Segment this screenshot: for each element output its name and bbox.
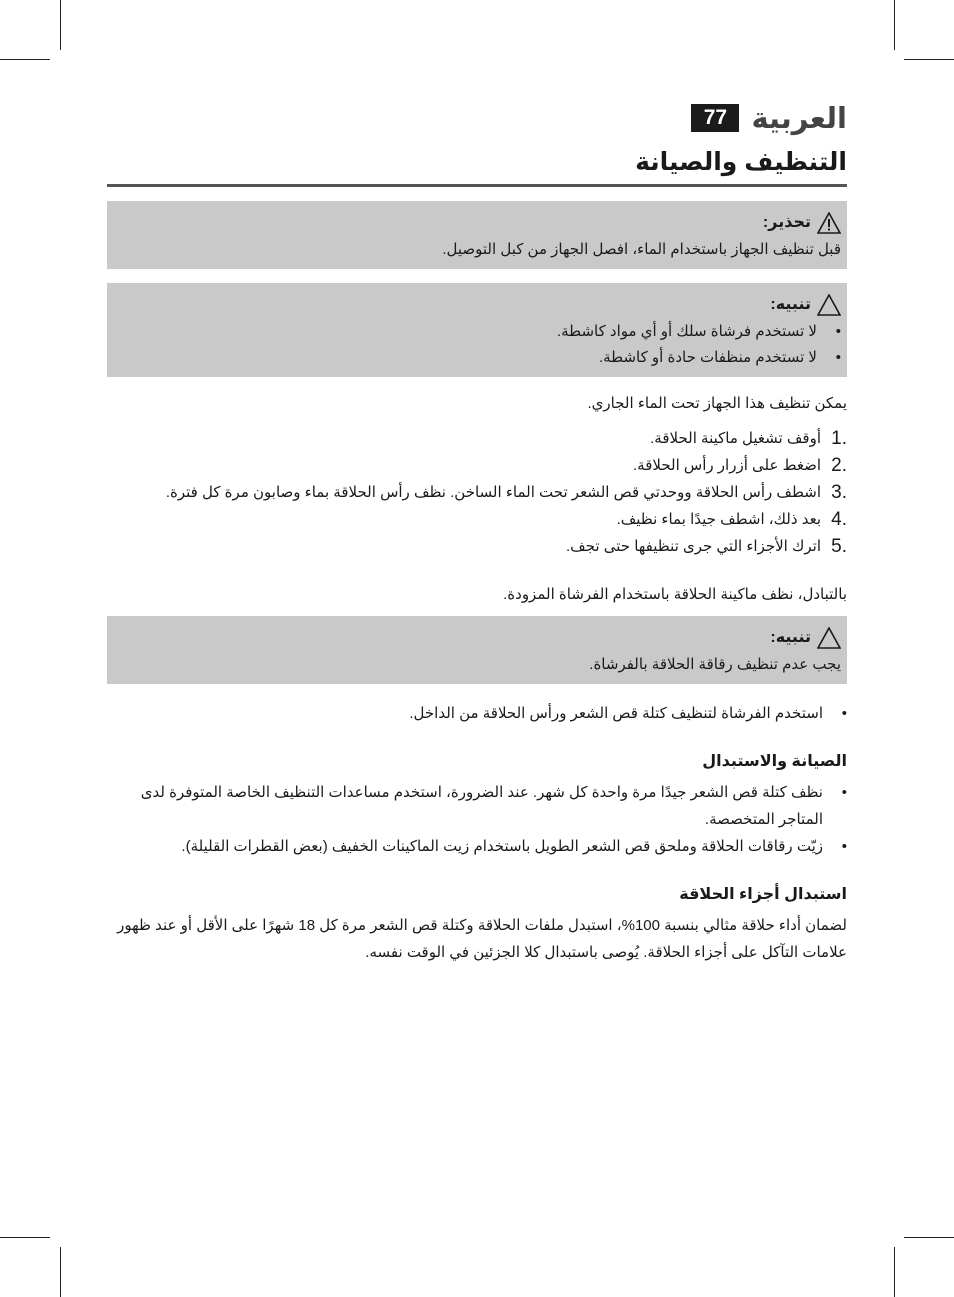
crop-mark xyxy=(904,59,954,60)
notice-list xyxy=(113,319,841,371)
step-item xyxy=(107,506,847,533)
replacement-heading: استبدال أجزاء الحلاقة xyxy=(679,886,847,903)
step-item xyxy=(107,479,847,506)
warning-triangle-icon xyxy=(817,212,841,234)
warning-heading xyxy=(113,209,841,237)
manual-page xyxy=(107,100,847,966)
notice-box xyxy=(107,283,847,377)
section-title: التنظيف والصيانة xyxy=(635,148,847,176)
title-rule xyxy=(107,184,847,187)
warning-text: قبل تنظيف الجهاز باستخدام الماء، افصل الجهاز من كبل التوصيل. xyxy=(442,241,841,258)
step-item xyxy=(107,452,847,479)
cleaning-steps xyxy=(107,425,847,560)
step-number: 3. xyxy=(831,482,847,503)
step-text: أوقف تشغيل ماكينة الحلاقة. xyxy=(650,430,821,447)
crop-mark xyxy=(894,0,895,50)
step-item xyxy=(107,533,847,560)
notice-heading xyxy=(113,624,841,652)
crop-mark xyxy=(904,1237,954,1238)
step-number: 1. xyxy=(831,428,847,449)
crop-mark xyxy=(60,1247,61,1297)
caution-triangle-icon xyxy=(817,627,841,649)
step-text: اشطف رأس الحلاقة ووحدتي قص الشعر تحت الماء الساخن. نظف رأس الحلاقة بماء وصابون مرة كل فترة. xyxy=(165,484,821,501)
caution-triangle-icon xyxy=(817,294,841,316)
notice-text: يجب عدم تنظيف رقاقة الحلاقة بالفرشاة. xyxy=(589,656,841,673)
page-header xyxy=(107,100,847,136)
step-text: اترك الأجزاء التي جرى تنظيفها حتى تجف. xyxy=(566,538,821,555)
notice-heading-text: تنبيه: xyxy=(770,629,811,646)
step-number: 5. xyxy=(831,536,847,557)
warning-box xyxy=(107,201,847,269)
notice-heading-text: تنبيه: xyxy=(770,296,811,313)
crop-mark xyxy=(0,1237,50,1238)
language-label: العربية xyxy=(751,102,847,135)
list-item: • استخدم الفرشاة لتنظيف كتلة قص الشعر ورأس الحلاقة من الداخل. xyxy=(107,700,847,727)
notice-box-2 xyxy=(107,616,847,684)
page-number: 77 xyxy=(691,104,739,132)
notice-heading xyxy=(113,291,841,319)
maintenance-heading: الصيانة والاستبدال xyxy=(702,753,847,770)
step-text: بعد ذلك، اشطف جيدًا بماء نظيف. xyxy=(616,511,821,528)
warning-heading-text: تحذير: xyxy=(762,214,811,231)
list-item: • لا تستخدم فرشاة سلك أو أي مواد كاشطة. xyxy=(113,319,841,345)
intro-text: يمكن تنظيف هذا الجهاز تحت الماء الجاري. xyxy=(587,395,847,412)
crop-mark xyxy=(894,1247,895,1297)
list-item: • نظف كتلة قص الشعر جيدًا مرة واحدة كل شهر. عند الضرورة، استخدم مساعدات التنظيف الخاصة المتوفرة لدى المتاجر المتخصصة. xyxy=(107,779,847,833)
crop-mark xyxy=(60,0,61,50)
step-item xyxy=(107,425,847,452)
maintenance-list xyxy=(107,779,847,860)
brush-list xyxy=(107,700,847,727)
step-number: 4. xyxy=(831,509,847,530)
list-item: • زيّت رقاقات الحلاقة وملحق قص الشعر الطويل باستخدام زيت الماكينات الخفيف (بعض القطرات القليلة). xyxy=(107,833,847,860)
step-number: 2. xyxy=(831,455,847,476)
list-item: • لا تستخدم منظفات حادة أو كاشطة. xyxy=(113,345,841,371)
crop-mark xyxy=(0,59,50,60)
replacement-text: لضمان أداء حلاقة مثالي بنسبة 100%، استبدل ملفات الحلاقة وكتلة قص الشعر مرة كل 18 شهرًا على الأقل أو عند ظهور علامات التآكل على أجزاء الحلاقة. يُوصى باستبدال كلا الجزئين في الوقت نفسه. xyxy=(117,917,847,961)
step-text: اضغط على أزرار رأس الحلاقة. xyxy=(632,457,821,474)
alternative-text: بالتبادل، نظف ماكينة الحلاقة باستخدام الفرشاة المزودة. xyxy=(503,586,847,603)
